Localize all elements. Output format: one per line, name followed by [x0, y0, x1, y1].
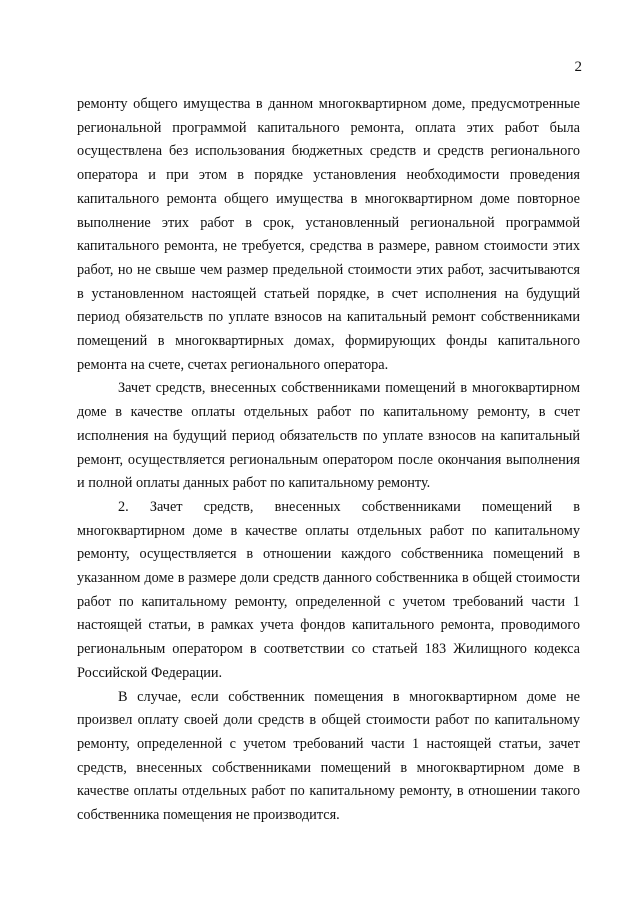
page-number: 2: [574, 59, 582, 75]
paragraph-continuation: ремонту общего имущества в данном многоквартирном доме, предусмотренные региональной программой капитального ремонта, оплата этих работ была осуществлена без использования бюджетных средств и средств регионального оператора и при этом в порядке установления необходимости проведения капитального ремонта общего имущества в многоквартирном доме повторное выполнение этих работ в срок, установленный региональной программой капитального ремонта, не требуется, средства в размере, равном стоимости этих работ, но не свыше чем размер предельной стоимости этих работ, засчитываются в установленном настоящей статьей порядке, в счет исполнения на будущий период обязательств по уплате взносов на капитальный ремонт собственниками помещений в многоквартирных домах, формирующих фонды капитального ремонта на счете, счетах регионального оператора.: [77, 96, 580, 373]
paragraph-nonpayment-case: В случае, если собственник помещения в многоквартирном доме не произвел оплату своей доли средств в общей стоимости работ по капитальному ремонту, определенной с учетом требований части 1 настоящей статьи, зачет средств, внесенных собственниками помещений в многоквартирном доме в качестве оплаты отдельных работ по капитальному ремонту, в отношении такого собственника помещения не производится.: [77, 688, 580, 824]
paragraph-offset-timing: Зачет средств, внесенных собственниками помещений в многоквартирном доме в качестве оплаты отдельных работ по капитальному ремонту, в счет исполнения на будущий период обязательств по уплате взносов на капитальный ремонт, осуществляется региональным оператором после окончания выполнения и полной оплаты данных работ по капитальному ремонту.: [77, 380, 580, 492]
paragraph-clause-2: 2. Зачет средств, внесенных собственниками помещений в многоквартирном доме в качестве оплаты отдельных работ по капитальному ремонту, осуществляется в отношении каждого собственника помещений в указанном доме в размере доли средств данного собственника в общей стоимости работ по капитальному ремонту, определенной с учетом требований части 1 настоящей статьи, в рамках учета фондов капитального ремонта, проводимого региональным оператором в соответствии со статьей 183 Жилищного кодекса Российской Федерации.: [77, 498, 580, 681]
document-body: [77, 93, 580, 828]
